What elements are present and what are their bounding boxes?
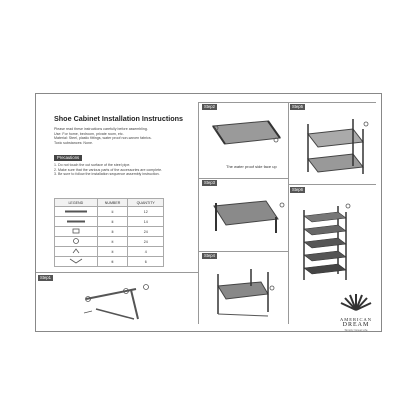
brand-name-2: DREAM [342,322,370,328]
step-label: Step2 [204,104,215,109]
step6-illustration [298,202,353,282]
intro-line: Please read these instructions carefully before assembling. [54,127,148,131]
brand-name: AMERICAN [339,317,372,322]
divider [288,184,376,185]
divider [198,102,199,324]
table-row [55,207,164,217]
intro-line: Toxic substances: None. [54,140,93,145]
divider [198,251,288,252]
brand-tagline: Simply Great Life [344,328,368,332]
step-label: Step1 [40,275,51,280]
divider [198,102,376,103]
part-legend-icon [55,207,98,217]
part-number: ④ [97,237,128,247]
part-quantity: 12 [128,207,164,217]
part-quantity: 4 [128,247,164,257]
part-number: ③ [97,227,128,237]
table-header-row [55,199,164,207]
step-label: Step6 [292,187,303,192]
step3-illustration [206,191,286,241]
precautions-heading: Precautions [54,155,82,161]
part-quantity: 24 [128,237,164,247]
part-number: ⑥ [97,257,128,267]
step-label: Step5 [292,104,303,109]
step-label: Step4 [204,253,215,258]
step-label: Step3 [204,180,215,185]
step2-illustration [208,116,288,156]
divider [198,178,288,179]
sunburst-icon [336,290,376,312]
part-quantity: 24 [128,227,164,237]
page-title: Shoe Cabinet Installation Instructions [54,114,183,123]
column-header: LEGEND [55,199,98,207]
intro-line: Material: Steel, plastic fittings, water proof non-woven fabrics. [54,136,152,141]
table-row [55,257,164,267]
part-legend-icon [55,237,98,247]
step1-illustration [76,279,166,324]
precaution-item: 1. Do not touch the cut surface of the steel pipe. [54,163,131,167]
intro-text [54,127,189,145]
part-number: ① [97,207,128,217]
precaution-item: 2. Make sure that the various parts of the accessories are complete. [54,167,163,172]
part-legend-icon [55,257,98,267]
part-quantity: 14 [128,217,164,227]
step2-caption: The water proof side face up [226,164,277,169]
precautions-list [54,163,189,177]
precaution-item: 3. Be sure to follow the installation sequence assembly instruction. [54,172,160,177]
table-row [55,237,164,247]
brand-logo [336,290,376,330]
divider [288,102,289,324]
part-number: ⑤ [97,247,128,257]
part-legend-icon [55,217,98,227]
instruction-sheet [35,93,382,332]
step4-illustration [206,264,286,324]
table-row [55,227,164,237]
parts-table [54,198,164,267]
intro-line: Use: For home, bedroom, private room, etc. [54,131,124,136]
part-legend-icon [55,247,98,257]
table-row [55,247,164,257]
column-header: NUMBER [97,199,128,207]
step5-illustration [298,114,373,179]
column-header: QUANTITY [128,199,164,207]
part-number: ② [97,217,128,227]
divider [36,272,198,273]
part-legend-icon [55,227,98,237]
table-row [55,217,164,227]
part-quantity: 6 [128,257,164,267]
